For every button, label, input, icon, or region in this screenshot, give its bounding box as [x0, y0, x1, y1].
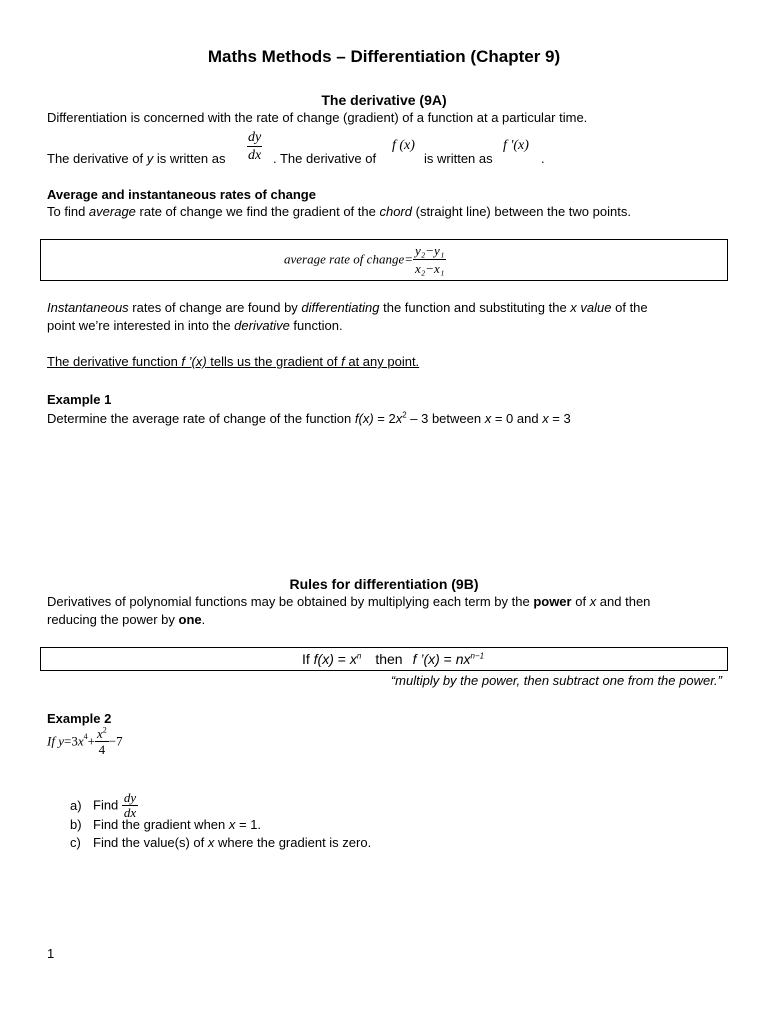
section-heading-9b: Rules for differentiation (9B) [289, 576, 479, 592]
emphasis: nx [455, 651, 471, 667]
text: = 1. [235, 817, 262, 832]
power-rule [302, 651, 484, 668]
average-rate-text [47, 203, 631, 221]
text: . The derivative of [273, 151, 377, 166]
text: =3 [63, 733, 78, 749]
emphasis: x [395, 411, 403, 426]
emphasis: f ’(x) [412, 651, 440, 667]
text: tells us the gradient of [206, 354, 342, 369]
example-1-question [47, 410, 571, 428]
emphasis: x [589, 594, 597, 609]
text: . [201, 612, 206, 627]
text: = 2 [373, 411, 396, 426]
formula [284, 242, 446, 277]
denominator: x₂−x₁ [415, 261, 445, 276]
numerator: y₂−y₁ [415, 243, 445, 258]
text: Find the gradient when [93, 817, 229, 832]
emphasis: Instantaneous [47, 300, 129, 315]
text: – 3 between [406, 411, 485, 426]
text: at any point. [344, 354, 420, 369]
emphasis: x [542, 411, 549, 426]
var-x: x [77, 733, 84, 749]
derivative-notation-line-2 [273, 150, 376, 168]
numerator: dy [248, 130, 262, 145]
text: The derivative function [47, 354, 182, 369]
example-2-heading: Example 2 [47, 711, 112, 726]
text: = [439, 651, 456, 667]
text: is written as [424, 151, 493, 166]
emphasis: derivative [234, 318, 290, 333]
derivative-notation-line [47, 150, 225, 168]
text: The derivative of [47, 151, 147, 166]
text: = [333, 651, 350, 667]
then: then [375, 651, 403, 667]
subheading-rates: Average and instantaneous rates of change [47, 187, 316, 202]
exponent: n−1 [470, 651, 485, 661]
emphasis: f(x) [354, 411, 374, 426]
example-1-heading: Example 1 [47, 392, 112, 407]
text: is written as [153, 151, 226, 166]
exponent: n [356, 651, 362, 661]
emphasis: power [533, 594, 572, 609]
text: reducing the power by [47, 612, 179, 627]
denominator: 4 [95, 741, 109, 757]
fraction [95, 726, 109, 757]
fx-notation: f (x) [392, 138, 415, 153]
exponent: 4 [83, 732, 88, 742]
label: c) [70, 835, 81, 850]
page-title: Maths Methods – Differentiation (Chapter 9) [207, 47, 561, 66]
average-rate-formula-box [40, 239, 728, 281]
text: = 3 [548, 411, 571, 426]
text: Find the value(s) of [93, 835, 208, 850]
emphasis: chord [379, 204, 412, 219]
formula-label: average rate of change [284, 251, 405, 267]
text: of the [611, 300, 648, 315]
exponent: 2 [102, 725, 107, 735]
text: To find [47, 204, 89, 219]
text: (straight line) between the two points. [412, 204, 631, 219]
label: a) [70, 797, 82, 813]
text: If [47, 733, 59, 749]
text: of [571, 594, 590, 609]
text: point we’re interested in into the [47, 318, 235, 333]
derivative-notation-line-3 [424, 150, 493, 168]
var-x: x [96, 726, 103, 741]
text: Find [93, 797, 119, 813]
equals: = [404, 251, 413, 267]
rules-intro [47, 593, 650, 629]
denominator: dx [123, 805, 137, 820]
dy-dx-fraction [247, 129, 262, 164]
emphasis: differentiating [301, 300, 380, 315]
emphasis: x [207, 835, 215, 850]
text: = 0 and [491, 411, 543, 426]
text: If [302, 651, 314, 667]
var-y: y [146, 151, 154, 166]
period: . [541, 151, 545, 166]
example-2-expression [47, 726, 123, 757]
part-b [70, 816, 261, 834]
emphasis: f(x) [313, 651, 334, 667]
fprime-notation: f '(x) [503, 138, 529, 153]
tail: −7 [108, 733, 123, 749]
part-c [70, 834, 371, 852]
emphasis: f ’(x) [181, 354, 207, 369]
emphasis: x [228, 817, 236, 832]
intro-paragraph: Differentiation is concerned with the rate of change (gradient) of a function at a particular time. [47, 110, 588, 125]
exponent: 2 [402, 410, 407, 420]
denominator: dx [248, 148, 262, 163]
emphasis: average [88, 204, 136, 219]
power-rule-quote: “multiply by the power, then subtract one from the power.” [390, 673, 722, 688]
instantaneous-paragraph [47, 299, 648, 335]
text: where the gradient is zero. [214, 835, 372, 850]
page-number: 1 [47, 946, 55, 961]
text: Determine the average rate of change of the function [47, 411, 355, 426]
numerator [95, 726, 109, 741]
derivative-function-statement [47, 353, 419, 371]
var-y: y [58, 733, 64, 749]
text: rate of change we find the gradient of the [135, 204, 380, 219]
section-heading-9a: The derivative (9A) [321, 92, 447, 108]
text: function. [289, 318, 343, 333]
text: Derivatives of polynomial functions may be obtained by multiplying each term by the [47, 594, 534, 609]
emphasis: x [349, 651, 357, 667]
text: the function and substituting the [379, 300, 571, 315]
emphasis: one [178, 612, 202, 627]
text: rates of change are found by [128, 300, 302, 315]
emphasis: f [341, 354, 345, 369]
text: and then [596, 594, 651, 609]
power-rule-box [40, 647, 728, 671]
emphasis: x value [570, 300, 612, 315]
gradient-fraction [413, 242, 446, 277]
emphasis: x [484, 411, 492, 426]
plus: + [87, 733, 95, 749]
label: b) [70, 817, 82, 832]
numerator: dy [123, 790, 137, 805]
